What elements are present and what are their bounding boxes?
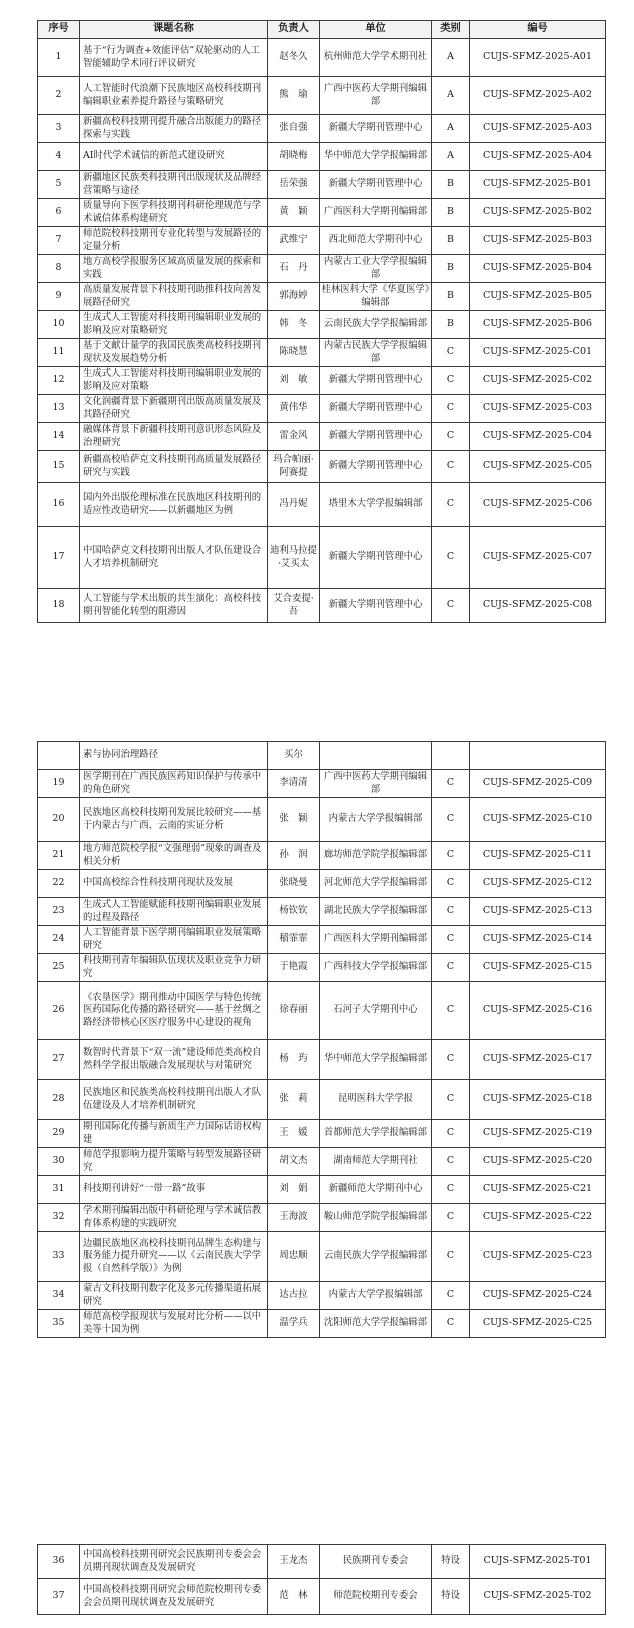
row-index: 18 xyxy=(38,589,80,623)
row-category: C xyxy=(432,451,470,483)
row-title: 地方师范院校学报“文强理弱”现象的调查及相关分析 xyxy=(80,842,268,870)
row-category: C xyxy=(432,395,470,423)
table-row-continued xyxy=(38,742,606,770)
row-title: 医学期刊在广西民族医药知识保护与传承中的角色研究 xyxy=(80,770,268,798)
row-category: C xyxy=(432,367,470,395)
row-index: 19 xyxy=(38,770,80,798)
row-lead: 刘 敏 xyxy=(268,367,320,395)
row-title: 融媒体背景下新疆科技期刊意识形态风险及治理研究 xyxy=(80,423,268,451)
row-category: A xyxy=(432,143,470,171)
row-unit xyxy=(320,742,432,770)
row-code: CUJS-SFMZ-2025-T01 xyxy=(470,1545,606,1579)
row-code xyxy=(470,742,606,770)
table-row xyxy=(38,1120,606,1148)
row-category: C xyxy=(432,527,470,589)
row-unit: 河北师范大学学报编辑部 xyxy=(320,870,432,898)
row-lead: 周忠顺 xyxy=(268,1232,320,1282)
table-row xyxy=(38,311,606,339)
row-index: 36 xyxy=(38,1545,80,1579)
row-title: 质量导向下医学科技期刊科研伦理规范与学术诚信体系构建研究 xyxy=(80,199,268,227)
row-title: 地方高校学报服务区域高质量发展的探索和实践 xyxy=(80,255,268,283)
row-index: 13 xyxy=(38,395,80,423)
table-row xyxy=(38,199,606,227)
row-code: CUJS-SFMZ-2025-C10 xyxy=(470,798,606,842)
row-index: 29 xyxy=(38,1120,80,1148)
table-row xyxy=(38,77,606,115)
row-title: 国内外出版伦理标准在民族地区科技期刊的适应性改造研究——以新疆地区为例 xyxy=(80,483,268,527)
row-unit: 云南民族大学学报编辑部 xyxy=(320,1232,432,1282)
row-unit: 新疆大学期刊管理中心 xyxy=(320,589,432,623)
header-lead: 负责人 xyxy=(268,21,320,39)
row-code: CUJS-SFMZ-2025-C17 xyxy=(470,1040,606,1080)
row-category: C xyxy=(432,1176,470,1204)
row-title: 新疆高校科技期刊提升融合出版能力的路径探索与实践 xyxy=(80,115,268,143)
row-lead: 张晓曼 xyxy=(268,870,320,898)
table-row xyxy=(38,1176,606,1204)
row-unit: 新疆大学期刊管理中心 xyxy=(320,171,432,199)
row-unit: 杭州师范大学学术期刊社 xyxy=(320,39,432,77)
table-row xyxy=(38,1545,606,1579)
row-title: 蒙古文科技期刊数字化及多元传播渠道拓展研究 xyxy=(80,1282,268,1310)
row-index: 35 xyxy=(38,1310,80,1338)
table-row xyxy=(38,1148,606,1176)
row-index: 28 xyxy=(38,1080,80,1120)
row-category: 特设 xyxy=(432,1545,470,1579)
row-unit: 广西中医药大学期刊编辑部 xyxy=(320,770,432,798)
row-category: C xyxy=(432,982,470,1040)
row-index: 17 xyxy=(38,527,80,589)
row-lead: 温学兵 xyxy=(268,1310,320,1338)
row-index: 1 xyxy=(38,39,80,77)
row-category: A xyxy=(432,115,470,143)
row-title: 人工智能与学术出版的共生演化：高校科技期刊智能化转型的阻滞因 xyxy=(80,589,268,623)
row-index: 37 xyxy=(38,1579,80,1615)
row-code: CUJS-SFMZ-2025-B01 xyxy=(470,171,606,199)
table-row xyxy=(38,842,606,870)
row-title: 基于“行为调查+效能评估”双轮驱动的人工智能辅助学术同行评议研究 xyxy=(80,39,268,77)
row-code: CUJS-SFMZ-2025-C18 xyxy=(470,1080,606,1120)
row-lead: 于艳霞 xyxy=(268,954,320,982)
row-code: CUJS-SFMZ-2025-C15 xyxy=(470,954,606,982)
row-lead: 冯丹妮 xyxy=(268,483,320,527)
table-row xyxy=(38,227,606,255)
row-unit: 内蒙古民族大学学报编辑部 xyxy=(320,339,432,367)
row-title: 中国高校科技期刊研究会师范院校期刊专委会会员期刊现状调查及发展研究 xyxy=(80,1579,268,1615)
row-category: C xyxy=(432,423,470,451)
row-title: 中国哈萨克文科技期刊出版人才队伍建设合人才培养机制研究 xyxy=(80,527,268,589)
row-category: C xyxy=(432,898,470,926)
row-unit: 内蒙古工业大学学报编辑部 xyxy=(320,255,432,283)
row-unit: 广西医科大学期刊编辑部 xyxy=(320,199,432,227)
row-unit: 塔里木大学学报编辑部 xyxy=(320,483,432,527)
row-lead: 雷金风 xyxy=(268,423,320,451)
row-category: C xyxy=(432,483,470,527)
project-table-part-2 xyxy=(37,741,606,1338)
row-unit: 湖北民族大学学报编辑部 xyxy=(320,898,432,926)
row-lead: 王 媛 xyxy=(268,1120,320,1148)
row-lead: 徐春丽 xyxy=(268,982,320,1040)
project-table-part-1 xyxy=(37,20,606,623)
table-header-row xyxy=(38,21,606,39)
row-code: CUJS-SFMZ-2025-A02 xyxy=(470,77,606,115)
row-code: CUJS-SFMZ-2025-A04 xyxy=(470,143,606,171)
row-lead: 赵冬久 xyxy=(268,39,320,77)
table-row xyxy=(38,527,606,589)
row-code: CUJS-SFMZ-2025-C04 xyxy=(470,423,606,451)
row-title: 生成式人工智能对科技期刊编辑职业发展的影响及应对策略 xyxy=(80,367,268,395)
row-lead: 张 莉 xyxy=(268,1080,320,1120)
row-code: CUJS-SFMZ-2025-C24 xyxy=(470,1282,606,1310)
row-title: 期刊国际化传播与新质生产力国际话语权构建 xyxy=(80,1120,268,1148)
row-unit: 新疆大学期刊管理中心 xyxy=(320,527,432,589)
table-row xyxy=(38,1579,606,1615)
row-index: 30 xyxy=(38,1148,80,1176)
row-unit: 沈阳师范大学学报编辑部 xyxy=(320,1310,432,1338)
row-lead: 迪利马拉提·艾买太 xyxy=(268,527,320,589)
table-row xyxy=(38,1040,606,1080)
table-row xyxy=(38,451,606,483)
row-title: 文化润疆背景下新疆期刊出版高质量发展及其路径研究 xyxy=(80,395,268,423)
row-lead: 王龙杰 xyxy=(268,1545,320,1579)
row-index: 14 xyxy=(38,423,80,451)
table-row xyxy=(38,483,606,527)
row-code: CUJS-SFMZ-2025-C25 xyxy=(470,1310,606,1338)
row-code: CUJS-SFMZ-2025-C22 xyxy=(470,1204,606,1232)
row-category xyxy=(432,742,470,770)
table-row xyxy=(38,898,606,926)
row-title: 师范高校学报现状与发展对比分析——以中美等十国为例 xyxy=(80,1310,268,1338)
row-lead: 胡文杰 xyxy=(268,1148,320,1176)
row-category: C xyxy=(432,954,470,982)
row-unit: 广西科技大学学报编辑部 xyxy=(320,954,432,982)
row-lead: 艾合麦提·吾 xyxy=(268,589,320,623)
row-code: CUJS-SFMZ-2025-A01 xyxy=(470,39,606,77)
row-lead: 杨 玙 xyxy=(268,1040,320,1080)
row-unit: 新疆大学期刊管理中心 xyxy=(320,451,432,483)
row-title: 生成式人工智能对科技期刊编辑职业发展的影响及应对策略研究 xyxy=(80,311,268,339)
table-row xyxy=(38,1204,606,1232)
row-lead: 范 林 xyxy=(268,1579,320,1615)
table-row xyxy=(38,283,606,311)
row-unit: 华中师范大学学报编辑部 xyxy=(320,143,432,171)
row-unit: 华中师范大学学报编辑部 xyxy=(320,1040,432,1080)
row-code: CUJS-SFMZ-2025-C13 xyxy=(470,898,606,926)
row-code: CUJS-SFMZ-2025-C23 xyxy=(470,1232,606,1282)
row-code: CUJS-SFMZ-2025-C08 xyxy=(470,589,606,623)
row-unit: 广西中医药大学期刊编辑部 xyxy=(320,77,432,115)
row-code: CUJS-SFMZ-2025-B03 xyxy=(470,227,606,255)
row-category: C xyxy=(432,589,470,623)
row-category: C xyxy=(432,339,470,367)
row-index: 5 xyxy=(38,171,80,199)
row-title: 人工智能时代浪潮下民族地区高校科技期刊编辑职业素养提升路径与策略研究 xyxy=(80,77,268,115)
row-code: CUJS-SFMZ-2025-C07 xyxy=(470,527,606,589)
row-unit: 内蒙古大学学报编辑部 xyxy=(320,798,432,842)
row-title: 新疆高校哈萨克文科技期刊高质量发展路径研究与实践 xyxy=(80,451,268,483)
row-index: 20 xyxy=(38,798,80,842)
row-index: 21 xyxy=(38,842,80,870)
row-lead: 稲霏霏 xyxy=(268,926,320,954)
row-title: 基于文献计量学的我国民族类高校科技期刊现状及发展趋势分析 xyxy=(80,339,268,367)
row-code: CUJS-SFMZ-2025-C16 xyxy=(470,982,606,1040)
row-title: 边疆民族地区高校科技期刊品牌生态构建与服务能力提升研究——以《云南民族大学学报（自然科学版）》为例 xyxy=(80,1232,268,1282)
row-index: 16 xyxy=(38,483,80,527)
row-lead: 张自强 xyxy=(268,115,320,143)
table-row xyxy=(38,1310,606,1338)
table-row xyxy=(38,115,606,143)
row-index: 3 xyxy=(38,115,80,143)
row-title: 科技期刊讲好“一带一路”故事 xyxy=(80,1176,268,1204)
row-code: CUJS-SFMZ-2025-T02 xyxy=(470,1579,606,1615)
row-code: CUJS-SFMZ-2025-B05 xyxy=(470,283,606,311)
row-code: CUJS-SFMZ-2025-C12 xyxy=(470,870,606,898)
table-row xyxy=(38,395,606,423)
row-index: 26 xyxy=(38,982,80,1040)
row-category: C xyxy=(432,870,470,898)
row-unit: 桂林医科大学《华夏医学》编辑部 xyxy=(320,283,432,311)
row-index: 8 xyxy=(38,255,80,283)
row-lead: 胡晓梅 xyxy=(268,143,320,171)
row-title: 高质量发展背景下科技期刊助推科技向善发展路径研究 xyxy=(80,283,268,311)
row-lead: 张 颖 xyxy=(268,798,320,842)
row-category: C xyxy=(432,1148,470,1176)
row-title: 中国高校科技期刊研究会民族期刊专委会会员期刊现状调查及发展研究 xyxy=(80,1545,268,1579)
row-lead: 武维宁 xyxy=(268,227,320,255)
row-title: 民族地区高校科技期刊发展比较研究——基于内蒙古与广西、云南的实证分析 xyxy=(80,798,268,842)
row-index: 4 xyxy=(38,143,80,171)
row-title: AI时代学术诚信的新范式建设研究 xyxy=(80,143,268,171)
row-index: 15 xyxy=(38,451,80,483)
row-unit: 廊坊师范学院学报编辑部 xyxy=(320,842,432,870)
row-index: 11 xyxy=(38,339,80,367)
row-category: B xyxy=(432,255,470,283)
row-category: C xyxy=(432,842,470,870)
row-unit: 师范院校期刊专委会 xyxy=(320,1579,432,1615)
row-index: 34 xyxy=(38,1282,80,1310)
row-code: CUJS-SFMZ-2025-B06 xyxy=(470,311,606,339)
row-unit: 西北师范大学期刊中心 xyxy=(320,227,432,255)
row-unit: 新疆师范大学期刊中心 xyxy=(320,1176,432,1204)
row-unit: 云南民族大学学报编辑部 xyxy=(320,311,432,339)
row-index: 12 xyxy=(38,367,80,395)
row-code: CUJS-SFMZ-2025-A03 xyxy=(470,115,606,143)
row-lead: 岳荣强 xyxy=(268,171,320,199)
table-row xyxy=(38,367,606,395)
row-code: CUJS-SFMZ-2025-C02 xyxy=(470,367,606,395)
row-title: 数智时代背景下“双一流”建设师范类高校自然科学学报出版融合发展现状与对策研究 xyxy=(80,1040,268,1080)
row-code: CUJS-SFMZ-2025-B04 xyxy=(470,255,606,283)
table-row xyxy=(38,39,606,77)
table-row xyxy=(38,1080,606,1120)
row-lead: 孙 润 xyxy=(268,842,320,870)
table-row xyxy=(38,982,606,1040)
row-code: CUJS-SFMZ-2025-C09 xyxy=(470,770,606,798)
row-index: 23 xyxy=(38,898,80,926)
row-lead: 买尔 xyxy=(268,742,320,770)
row-title: 生成式人工智能赋能科技期刊编辑职业发展的过程及路径 xyxy=(80,898,268,926)
row-code: CUJS-SFMZ-2025-C06 xyxy=(470,483,606,527)
row-code: CUJS-SFMZ-2025-B02 xyxy=(470,199,606,227)
row-unit: 首都师范大学学报编辑部 xyxy=(320,1120,432,1148)
table-row xyxy=(38,926,606,954)
row-index: 31 xyxy=(38,1176,80,1204)
row-category: A xyxy=(432,39,470,77)
row-code: CUJS-SFMZ-2025-C11 xyxy=(470,842,606,870)
table-row xyxy=(38,255,606,283)
row-lead: 玛合帕丽·阿赛提 xyxy=(268,451,320,483)
row-lead: 熊 瑜 xyxy=(268,77,320,115)
row-category: C xyxy=(432,1120,470,1148)
table-row xyxy=(38,423,606,451)
row-unit: 昆明医科大学学报 xyxy=(320,1080,432,1120)
row-lead: 刘 娟 xyxy=(268,1176,320,1204)
row-lead: 韩 冬 xyxy=(268,311,320,339)
row-code: CUJS-SFMZ-2025-C20 xyxy=(470,1148,606,1176)
row-category: B xyxy=(432,283,470,311)
row-category: C xyxy=(432,1282,470,1310)
row-category: C xyxy=(432,926,470,954)
row-index: 24 xyxy=(38,926,80,954)
row-title: 师范院校科技期刊专业化转型与发展路径的定量分析 xyxy=(80,227,268,255)
row-unit: 新疆大学期刊管理中心 xyxy=(320,423,432,451)
row-lead: 石 丹 xyxy=(268,255,320,283)
table-row xyxy=(38,171,606,199)
row-lead: 达古拉 xyxy=(268,1282,320,1310)
row-category: C xyxy=(432,1040,470,1080)
row-unit: 新疆大学期刊管理中心 xyxy=(320,115,432,143)
row-index: 9 xyxy=(38,283,80,311)
row-category: C xyxy=(432,798,470,842)
row-unit: 新疆大学期刊管理中心 xyxy=(320,367,432,395)
row-index: 33 xyxy=(38,1232,80,1282)
row-title: 科技期刊青年编辑队伍现状及职业竞争力研究 xyxy=(80,954,268,982)
row-title: 素与协同治理路径 xyxy=(80,742,268,770)
project-table-part-3 xyxy=(37,1544,606,1615)
header-title: 课题名称 xyxy=(80,21,268,39)
row-title: 师范学报影响力提升策略与转型发展路径研究 xyxy=(80,1148,268,1176)
row-category: B xyxy=(432,311,470,339)
row-title: 民族地区和民族类高校科技期刊出版人才队伍建设及人才培养机制研究 xyxy=(80,1080,268,1120)
row-unit: 民族期刊专委会 xyxy=(320,1545,432,1579)
header-category: 类别 xyxy=(432,21,470,39)
row-category: C xyxy=(432,1204,470,1232)
table-row xyxy=(38,870,606,898)
row-title: 中国高校综合性科技期刊现状及发展 xyxy=(80,870,268,898)
row-code: CUJS-SFMZ-2025-C03 xyxy=(470,395,606,423)
row-unit: 鞍山师范学院学报编辑部 xyxy=(320,1204,432,1232)
row-index xyxy=(38,742,80,770)
row-category: B xyxy=(432,171,470,199)
row-lead: 郭海婷 xyxy=(268,283,320,311)
header-unit: 单位 xyxy=(320,21,432,39)
table-row xyxy=(38,1282,606,1310)
row-unit: 湖南师范大学期刊社 xyxy=(320,1148,432,1176)
row-code: CUJS-SFMZ-2025-C14 xyxy=(470,926,606,954)
row-title: 人工智能背景下医学期刊编辑职业发展策略研究 xyxy=(80,926,268,954)
row-unit: 新疆大学期刊管理中心 xyxy=(320,395,432,423)
row-index: 22 xyxy=(38,870,80,898)
table-row xyxy=(38,589,606,623)
row-code: CUJS-SFMZ-2025-C05 xyxy=(470,451,606,483)
row-title: 新疆地区民族类科技期刊出版现状及品牌经营策略与途径 xyxy=(80,171,268,199)
row-lead: 黄伟华 xyxy=(268,395,320,423)
header-code: 编号 xyxy=(470,21,606,39)
row-category: C xyxy=(432,1232,470,1282)
row-unit: 广西医科大学期刊编辑部 xyxy=(320,926,432,954)
row-category: B xyxy=(432,227,470,255)
row-category: C xyxy=(432,1080,470,1120)
row-category: C xyxy=(432,1310,470,1338)
header-index: 序号 xyxy=(38,21,80,39)
row-category: C xyxy=(432,770,470,798)
row-title: 学术期刊编辑出版中科研伦理与学术诚信教育体系构建的实践研究 xyxy=(80,1204,268,1232)
row-category: A xyxy=(432,77,470,115)
row-category: 特设 xyxy=(432,1579,470,1615)
table-row xyxy=(38,339,606,367)
row-lead: 陈晓慧 xyxy=(268,339,320,367)
table-row xyxy=(38,770,606,798)
row-unit: 内蒙古大学学报编辑部 xyxy=(320,1282,432,1310)
table-row xyxy=(38,143,606,171)
row-index: 7 xyxy=(38,227,80,255)
table-row xyxy=(38,1232,606,1282)
row-category: B xyxy=(432,199,470,227)
row-title: 《农垦医学》期刊推动中国医学与特色传统医药国际化传播的路径研究——基于丝绸之路经济带核心区医疗服务中心建设的视角 xyxy=(80,982,268,1040)
row-index: 6 xyxy=(38,199,80,227)
row-index: 25 xyxy=(38,954,80,982)
row-index: 2 xyxy=(38,77,80,115)
table-row xyxy=(38,954,606,982)
row-index: 32 xyxy=(38,1204,80,1232)
row-lead: 王海波 xyxy=(268,1204,320,1232)
row-lead: 杨钦钦 xyxy=(268,898,320,926)
row-lead: 黄 颖 xyxy=(268,199,320,227)
row-lead: 李清清 xyxy=(268,770,320,798)
table-row xyxy=(38,798,606,842)
row-index: 10 xyxy=(38,311,80,339)
row-code: CUJS-SFMZ-2025-C01 xyxy=(470,339,606,367)
row-code: CUJS-SFMZ-2025-C19 xyxy=(470,1120,606,1148)
row-code: CUJS-SFMZ-2025-C21 xyxy=(470,1176,606,1204)
row-unit: 石河子大学期刊中心 xyxy=(320,982,432,1040)
row-index: 27 xyxy=(38,1040,80,1080)
